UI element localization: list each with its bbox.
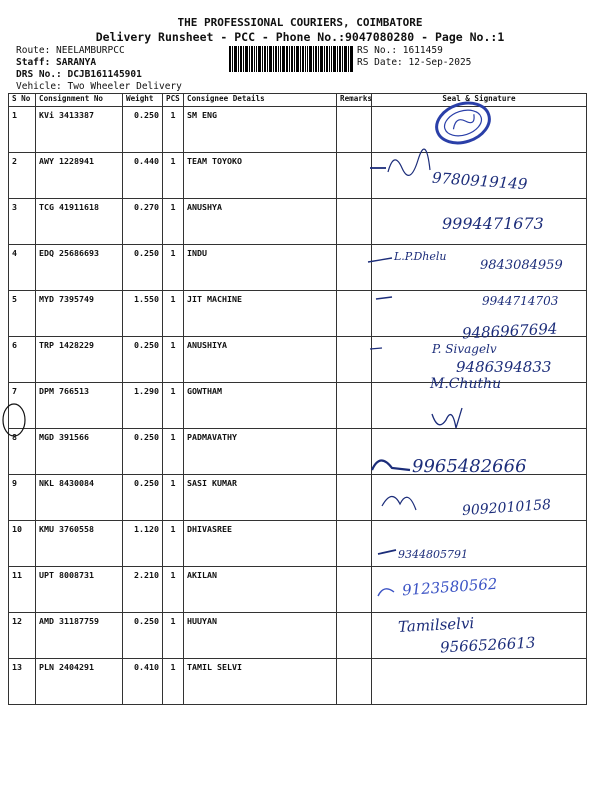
cell-pcs: 1 (163, 291, 184, 337)
company-seal-stamp (432, 100, 494, 146)
cell-sno: 9 (9, 475, 36, 521)
cell-remarks (337, 107, 372, 153)
cell-weight: 0.250 (123, 613, 163, 659)
cell-remarks (337, 613, 372, 659)
cell-remarks (337, 199, 372, 245)
handwritten-phone: 9780919149 (431, 168, 528, 194)
cell-consignment: KMU 3760558 (36, 521, 123, 567)
cell-pcs: 1 (163, 383, 184, 429)
drs-number: DRS No.: DCJB161145901 (16, 69, 142, 80)
handwritten-name: P. Sivagelv (432, 342, 497, 356)
cell-pcs: 1 (163, 613, 184, 659)
cell-pcs: 1 (163, 429, 184, 475)
col-sno: S No (9, 94, 36, 107)
cell-consignment: TRP 1428229 (36, 337, 123, 383)
handwritten-phone: 9566526613 (439, 633, 536, 657)
handwritten-phone: 9965482666 (412, 456, 527, 477)
cell-consignee: SM ENG (184, 107, 337, 153)
cell-weight: 2.210 (123, 567, 163, 613)
table-row (9, 659, 587, 705)
cell-consignee: JIT MACHINE (184, 291, 337, 337)
cell-weight: 1.550 (123, 291, 163, 337)
cell-weight: 0.250 (123, 429, 163, 475)
cell-consignee: TEAM TOYOKO (184, 153, 337, 199)
cell-consignment: TCG 41911618 (36, 199, 123, 245)
cell-consignee: DHIVASREE (184, 521, 337, 567)
col-seal-signature: Seal & Signature (372, 94, 587, 107)
cell-remarks (337, 245, 372, 291)
cell-sno: 6 (9, 337, 36, 383)
cell-consignment: PLN 2404291 (36, 659, 123, 705)
col-pcs: PCS (163, 94, 184, 107)
table-row (9, 521, 587, 567)
cell-consignment: AMD 31187759 (36, 613, 123, 659)
cell-sno: 12 (9, 613, 36, 659)
cell-pcs: 1 (163, 659, 184, 705)
table-header (9, 94, 587, 107)
col-remarks: Remarks (337, 94, 372, 107)
cell-signature (372, 659, 587, 705)
cell-consignee: GOWTHAM (184, 383, 337, 429)
cell-pcs: 1 (163, 245, 184, 291)
cell-remarks (337, 153, 372, 199)
cell-weight: 0.270 (123, 199, 163, 245)
cell-sno: 2 (9, 153, 36, 199)
cell-sno: 1 (9, 107, 36, 153)
col-consignment: Consignment No (36, 94, 123, 107)
cell-pcs: 1 (163, 199, 184, 245)
cell-consignment: EDQ 25686693 (36, 245, 123, 291)
cell-sno: 8 (9, 429, 36, 475)
cell-sno: 4 (9, 245, 36, 291)
cell-weight: 0.250 (123, 337, 163, 383)
cell-remarks (337, 337, 372, 383)
handwritten-phone: 9994471673 (442, 214, 544, 233)
cell-consignee: PADMAVATHY (184, 429, 337, 475)
cell-consignee: HUUYAN (184, 613, 337, 659)
handwritten-name: M.Chuthu (430, 376, 502, 392)
cell-weight: 0.410 (123, 659, 163, 705)
cell-consignment: KVi 3413387 (36, 107, 123, 153)
handwritten-phone: 9486394833 (456, 358, 552, 376)
col-weight: Weight (123, 94, 163, 107)
handwritten-phone: 9123580562 (401, 574, 498, 600)
cell-weight: 1.290 (123, 383, 163, 429)
rs-number: RS No.: 1611459 (357, 45, 443, 56)
cell-sno: 3 (9, 199, 36, 245)
cell-consignment: MYD 7395749 (36, 291, 123, 337)
barcode-icon (229, 46, 353, 72)
table-row (9, 567, 587, 613)
cell-remarks (337, 521, 372, 567)
handwritten-phone: 9944714703 (482, 294, 559, 308)
cell-remarks (337, 383, 372, 429)
cell-sno: 10 (9, 521, 36, 567)
cell-consignee: SASI KUMAR (184, 475, 337, 521)
cell-consignee: ANUSHYA (184, 199, 337, 245)
cell-weight: 0.440 (123, 153, 163, 199)
cell-consignment: MGD 391566 (36, 429, 123, 475)
vehicle-label: Vehicle: Two Wheeler Delivery (16, 81, 182, 92)
cell-consignee: INDU (184, 245, 337, 291)
cell-consignee: AKILAN (184, 567, 337, 613)
route-label: Route: NEELAMBURPCC (16, 45, 125, 56)
cell-weight: 0.250 (123, 475, 163, 521)
cell-pcs: 1 (163, 153, 184, 199)
cell-sno: 5 (9, 291, 36, 337)
col-consignee: Consignee Details (184, 94, 337, 107)
cell-consignee: ANUSHIYA (184, 337, 337, 383)
handwritten-phone: 9486967694 (461, 319, 558, 343)
cell-weight: 0.250 (123, 107, 163, 153)
table-row (9, 107, 587, 153)
cell-remarks (337, 475, 372, 521)
staff-label: Staff: SARANYA (16, 57, 97, 68)
cell-pcs: 1 (163, 521, 184, 567)
cell-consignment: NKL 8430084 (36, 475, 123, 521)
rs-date: RS Date: 12-Sep-2025 (357, 57, 472, 68)
cell-consignment: AWY 1228941 (36, 153, 123, 199)
cell-weight: 1.120 (123, 521, 163, 567)
company-title: THE PROFESSIONAL COURIERS, COIMBATORE (177, 16, 423, 29)
handwritten-name: L.P.Dhelu (394, 250, 447, 263)
handwritten-phone: 9092010158 (461, 496, 552, 520)
cell-sno: 7 (9, 383, 36, 429)
cell-sno: 13 (9, 659, 36, 705)
cell-remarks (337, 659, 372, 705)
runsheet-title: Delivery Runsheet - PCC - Phone No.:9047080280 - Page No.:1 (95, 30, 505, 44)
cell-consignment: DPM 766513 (36, 383, 123, 429)
handwritten-name: Tamilselvi (397, 614, 475, 636)
cell-pcs: 1 (163, 567, 184, 613)
cell-weight: 0.250 (123, 245, 163, 291)
cell-pcs: 1 (163, 475, 184, 521)
cell-remarks (337, 291, 372, 337)
cell-pcs: 1 (163, 337, 184, 383)
cell-pcs: 1 (163, 107, 184, 153)
cell-sno: 11 (9, 567, 36, 613)
cell-remarks (337, 567, 372, 613)
handwritten-phone: 9344805791 (398, 548, 468, 561)
cell-remarks (337, 429, 372, 475)
cell-consignment: UPT 8008731 (36, 567, 123, 613)
cell-consignee: TAMIL SELVI (184, 659, 337, 705)
handwritten-phone: 9843084959 (480, 258, 563, 273)
